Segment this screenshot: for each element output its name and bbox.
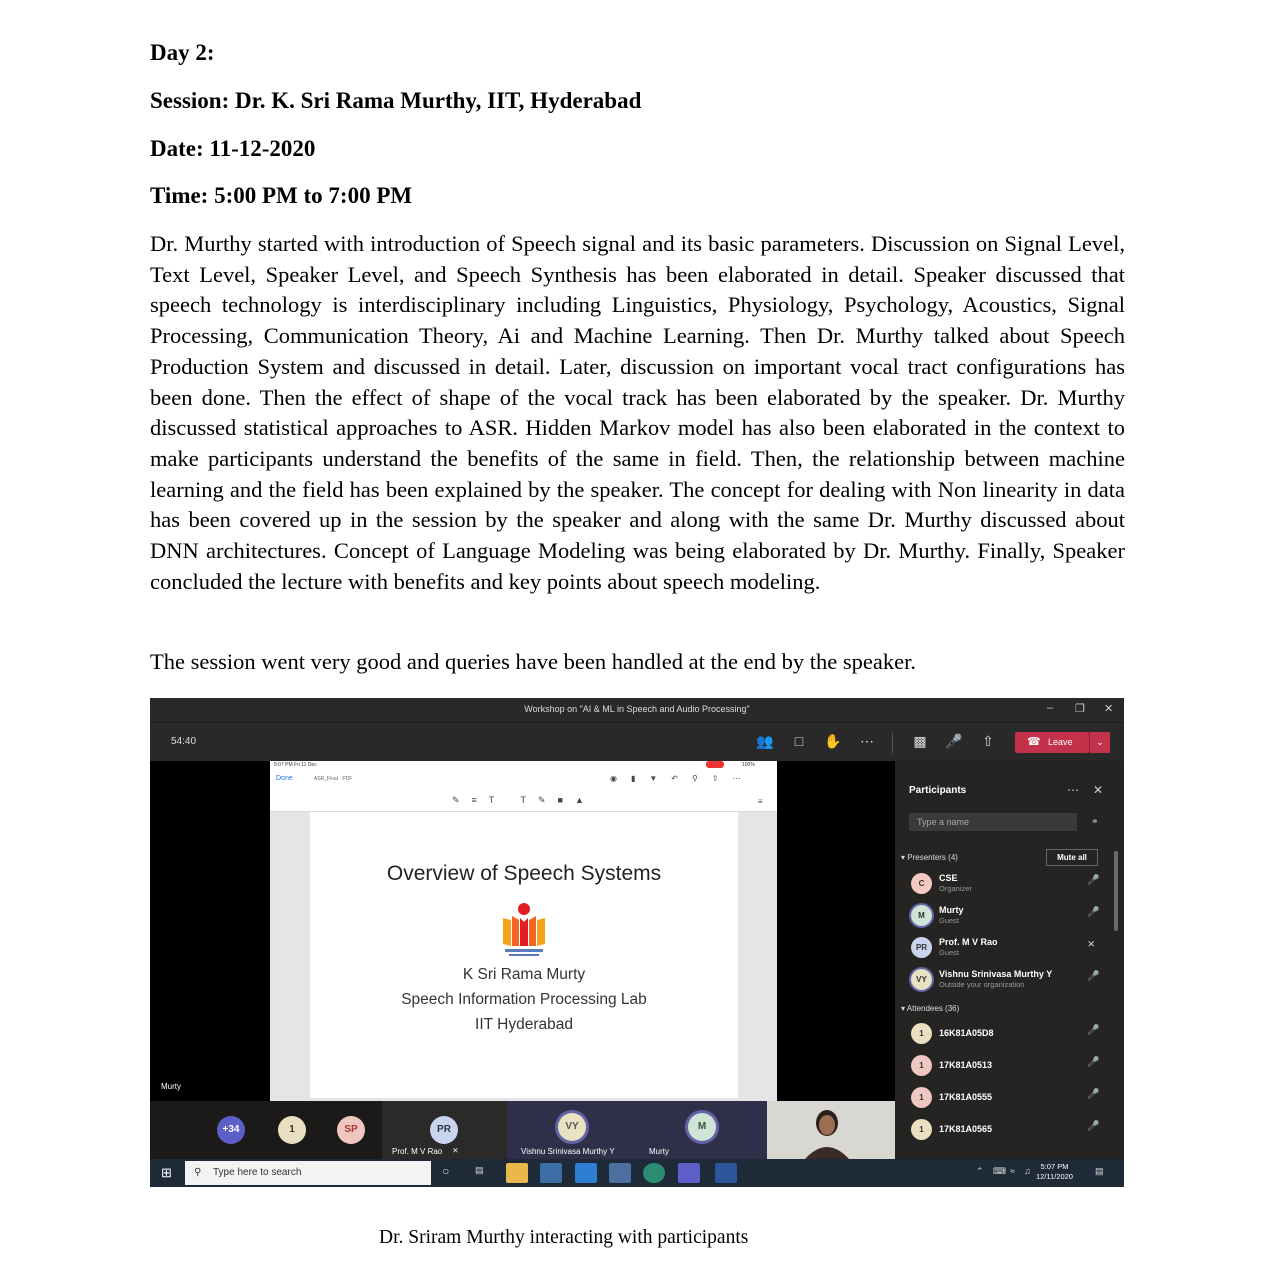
avatar: 1 (278, 1116, 306, 1144)
participant-row[interactable] (909, 869, 1109, 899)
participant-name: Murty (939, 905, 964, 915)
participant-row[interactable] (909, 933, 1109, 963)
keyboard-icon[interactable]: ⌨ (993, 1166, 1006, 1176)
participants-title: Participants (909, 785, 967, 796)
presenters-count: Presenters (4) (907, 853, 958, 862)
share-screen-icon[interactable]: ⇧ (982, 733, 994, 749)
raise-hand-icon[interactable]: ✋ (824, 733, 842, 749)
attendee-row[interactable] (909, 1019, 1109, 1049)
avatar: VY (911, 969, 932, 990)
mute-all-button[interactable]: Mute all (1046, 849, 1098, 866)
taskbar-search-box[interactable] (185, 1161, 431, 1185)
muted-microphone-icon: 🎤 (1087, 1121, 1100, 1132)
closing-paragraph: The session went very good and queries have been handled at the end by the speaker. (150, 649, 916, 674)
person-video-icon (767, 1101, 895, 1159)
edge-browser-icon[interactable] (643, 1163, 665, 1183)
participant-name: Prof. M V Rao (939, 937, 998, 947)
session-heading: Session: Dr. K. Sri Rama Murthy, IIT, Hyderabad (150, 88, 642, 113)
done-button[interactable]: Done (276, 775, 293, 782)
panel-scrollbar[interactable] (1114, 851, 1118, 931)
toolbar-divider (892, 733, 893, 753)
slide-author: K Sri Rama Murty (462, 966, 586, 983)
ipad-battery: 100% (742, 762, 755, 768)
avatar: C (911, 873, 932, 894)
windows-start-icon[interactable]: ⊞ (161, 1165, 172, 1180)
attendee-row[interactable] (909, 1083, 1109, 1113)
muted-microphone-icon: ⨯ (1087, 939, 1096, 950)
window-title: Workshop on "AI & ML in Speech and Audio Processing" (524, 704, 750, 714)
tray-chevron-icon[interactable]: ⌃ (976, 1166, 984, 1176)
leave-label: Leave (1048, 737, 1073, 747)
participant-search-input[interactable]: Type a name (909, 813, 1077, 831)
avatar: 1 (911, 1023, 932, 1044)
presenters-section-label[interactable]: ▾ Presenters (4) (901, 853, 958, 862)
participant-role: Outside your organization (939, 980, 1025, 989)
more-actions-icon[interactable]: ⋯ (860, 733, 874, 749)
participant-name: 17K81A0565 (939, 1124, 993, 1134)
summary-paragraph: Dr. Murthy started with introduction of Speech signal and its basic parameters. Discussion on Signal Level, Text Level, Speaker Level, and Speech Synthesis has been elaborated in detail. Speaker discussed that speech technology is interdisciplinary including Linguistics, Physiology, Psychology, Acoustics, Signal Processing, Communication Theory, Ai and Machine Learning. Then Dr. Murthy talked about Speech Production System and discussed in detail. Later, discussion on important vocal tract configurations has been done. Then the effect of shape of the vocal track has been elaborated by the speaker. Dr. Murthy discussed statistical approaches to ASR. Hidden Markov model has also been elaborated in the context to make participants understand the benefits of the same in field. Then, the relationship between machine learning and the field has been explained by the speaker. The concept for dealing with Non linearity in data has been covered up in the session by the speaker and along with the same Dr. Murthy discussed about DNN architectures. Concept of Language Modeling was being elaborated by Dr. Murthy. Finally, Speaker concluded the lecture with benefits and key points about speech modeling. (150, 231, 1125, 594)
participant-name: CSE (939, 873, 958, 883)
participant-name: 17K81A0555 (939, 1092, 993, 1102)
attendee-row[interactable] (909, 1115, 1109, 1145)
meeting-timer: 54:40 (171, 736, 197, 747)
participant-row[interactable] (909, 965, 1109, 995)
meeting-toolbar (150, 722, 1124, 762)
video-tile-prof-rao[interactable] (382, 1101, 507, 1159)
pdf-viewer-toolbar (270, 769, 777, 812)
ipad-status-time: 5:07 PM Fri 11 Dec (274, 762, 317, 768)
chat-icon[interactable]: □ (794, 733, 804, 749)
video-tile-vishnu[interactable] (507, 1101, 637, 1159)
avatar: 1 (911, 1119, 932, 1140)
tile-name: Prof. M V Rao (392, 1147, 443, 1156)
wifi-icon[interactable]: ≈ (1010, 1166, 1015, 1176)
participant-row[interactable] (909, 901, 1109, 931)
microphone-icon[interactable]: 🎤 (945, 733, 963, 749)
teams-screenshot (150, 698, 1124, 1187)
camera-icon[interactable]: ▩ (913, 733, 927, 749)
network-app-icon[interactable] (609, 1163, 631, 1183)
microphone-icon: 🎤 (1087, 971, 1100, 982)
stage-speaker-label: Murty (161, 1082, 181, 1091)
iith-logo-icon (501, 902, 547, 958)
presentation-slide (310, 812, 738, 1098)
participant-name: 16K81A05D8 (939, 1028, 994, 1038)
windows-taskbar (150, 1159, 1124, 1187)
recording-indicator (706, 761, 724, 768)
avatar: 1 (911, 1087, 932, 1108)
participant-role: Organizer (939, 884, 972, 893)
restore-icon[interactable]: ❐ (1075, 703, 1085, 715)
attendees-count: Attendees (36) (906, 1004, 960, 1013)
participant-name: 17K81A0513 (939, 1060, 993, 1070)
muted-microphone-icon: 🎤 (1087, 1057, 1100, 1068)
participant-name: Vishnu Srinivasa Murthy Y (939, 969, 1053, 979)
avatar: SP (337, 1116, 365, 1144)
slide-institute: IIT Hyderabad (475, 1016, 573, 1033)
figure-caption: Dr. Sriram Murthy interacting with participants (379, 1227, 749, 1248)
ipad-status-bar (270, 761, 777, 769)
panel-close-icon[interactable]: ✕ (1093, 783, 1104, 797)
avatar: PR (430, 1116, 458, 1144)
notifications-icon[interactable]: ▤ (1095, 1166, 1104, 1176)
shared-ipad-screen (270, 761, 777, 1101)
avatar: M (688, 1113, 716, 1141)
video-tile-murty[interactable] (637, 1101, 767, 1159)
muted-microphone-icon: 🎤 (1087, 1025, 1100, 1036)
taskbar-search-placeholder: Type here to search (213, 1167, 302, 1178)
participants-icon[interactable]: 👥 (756, 733, 774, 749)
muted-microphone-icon: ⨯ (452, 1146, 459, 1155)
outline-icon[interactable]: ≡ (758, 797, 763, 806)
slide-lab: Speech Information Processing Lab (401, 991, 647, 1008)
task-view-icon[interactable]: ▤ (475, 1165, 484, 1175)
avatar: 1 (911, 1055, 932, 1076)
window-titlebar (150, 698, 1124, 722)
self-camera-preview (767, 1101, 895, 1159)
clock-time: 5:07 PM (1040, 1162, 1069, 1171)
overflow-tile[interactable] (150, 1101, 382, 1159)
microphone-icon: 🎤 (1087, 907, 1100, 918)
attendees-section-label[interactable]: ▾ Attendees (36) (901, 1004, 960, 1013)
volume-icon[interactable]: ♫ (1024, 1166, 1031, 1176)
pdf-action-icons[interactable]: ◉▮▼↶⚲⇧⋯ (610, 774, 755, 783)
minimize-icon[interactable]: – (1047, 702, 1054, 714)
date-heading: Date: 11-12-2020 (150, 136, 316, 161)
day-heading: Day 2: (150, 40, 215, 65)
search-icon: ⚲ (194, 1167, 202, 1178)
leave-button[interactable] (1015, 732, 1104, 753)
store-icon[interactable] (540, 1163, 562, 1183)
file-explorer-icon[interactable] (506, 1163, 528, 1183)
mail-icon[interactable] (575, 1163, 597, 1183)
taskbar-clock[interactable] (1036, 1162, 1073, 1182)
avatar: PR (911, 937, 932, 958)
hangup-icon: ☎ (1027, 736, 1041, 748)
slide-title: Overview of Speech Systems (386, 862, 662, 885)
microphone-icon: 🎤 (1087, 875, 1100, 886)
teams-icon[interactable] (678, 1163, 700, 1183)
attendee-row[interactable] (909, 1051, 1109, 1081)
leave-options-chevron-icon[interactable]: ⌄ (1089, 732, 1110, 753)
annotation-tool-icons[interactable]: ✎≡T T✎■▲ (452, 795, 596, 805)
participant-role: Guest (939, 948, 960, 957)
muted-microphone-icon: 🎤 (1087, 1089, 1100, 1100)
pdf-file-name: ASR_Final · PDF (314, 776, 353, 782)
word-icon[interactable] (715, 1163, 737, 1183)
time-heading: Time: 5:00 PM to 7:00 PM (150, 183, 413, 208)
participant-role: Guest (939, 916, 960, 925)
cortana-icon[interactable]: ○ (442, 1164, 450, 1178)
participants-panel (895, 761, 1124, 1159)
panel-more-icon[interactable]: ⋯ (1067, 783, 1079, 797)
tile-name: Murty (649, 1147, 669, 1156)
avatar: M (911, 905, 932, 926)
tile-name: Vishnu Srinivasa Murthy Y (521, 1147, 615, 1156)
clock-date: 12/11/2020 (1036, 1172, 1073, 1181)
close-icon[interactable]: ✕ (1104, 703, 1114, 715)
avatar: VY (558, 1113, 586, 1141)
more-participants-badge[interactable]: +34 (217, 1116, 245, 1144)
share-invite-icon[interactable]: ⚭ (1091, 816, 1099, 826)
